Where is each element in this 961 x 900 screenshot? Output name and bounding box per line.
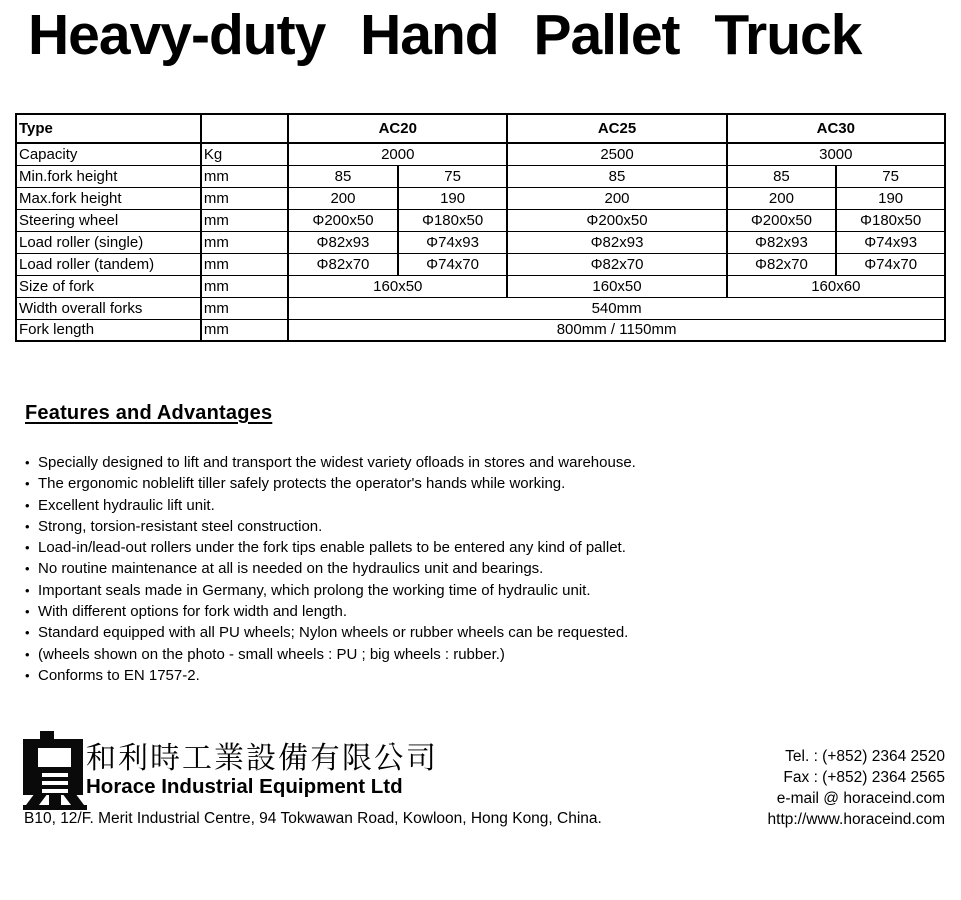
- list-item: [25, 452, 945, 473]
- cell-value: Φ82x93: [507, 231, 726, 253]
- bullet-icon: •: [25, 476, 30, 492]
- row-label: Capacity: [16, 143, 201, 165]
- row-label: Load roller (tandem): [16, 253, 201, 275]
- row-unit: mm: [201, 165, 288, 187]
- cell-value: Φ82x70: [727, 253, 837, 275]
- list-item: [25, 665, 945, 686]
- cell-value: Φ200x50: [507, 209, 726, 231]
- features-heading: Features and Advantages: [25, 402, 273, 424]
- row-unit: mm: [201, 187, 288, 209]
- cell-value: Φ180x50: [398, 209, 508, 231]
- row-label: Min.fork height: [16, 165, 201, 187]
- cell-value: 540mm: [288, 297, 945, 319]
- header-model-ac25: AC25: [507, 114, 726, 143]
- cell-value: 800mm / 1150mm: [288, 319, 945, 341]
- table-row-load-roller-tandem: [16, 253, 945, 275]
- bullet-icon: •: [25, 625, 30, 641]
- feature-text: (wheels shown on the photo - small wheels : PU ; big wheels : rubber.): [38, 645, 505, 663]
- bullet-icon: •: [25, 561, 30, 577]
- bullet-icon: •: [25, 518, 30, 534]
- cell-value: Φ74x70: [398, 253, 508, 275]
- row-label: Load roller (single): [16, 231, 201, 253]
- row-unit: mm: [201, 253, 288, 275]
- row-unit: mm: [201, 319, 288, 341]
- table-row-load-roller-single: [16, 231, 945, 253]
- table-row-steering-wheel: [16, 209, 945, 231]
- header-model-ac30: AC30: [727, 114, 945, 143]
- feature-text: Standard equipped with all PU wheels; Nylon wheels or rubber wheels can be requested.: [38, 624, 629, 642]
- feature-text: Important seals made in Germany, which prolong the working time of hydraulic unit.: [38, 581, 591, 599]
- cell-value: 85: [727, 165, 837, 187]
- row-unit: mm: [201, 297, 288, 319]
- bullet-icon: •: [25, 646, 30, 662]
- header-type: Type: [16, 114, 201, 143]
- contact-block: [768, 746, 945, 830]
- cell-value: 2500: [507, 143, 726, 165]
- cell-value: Φ200x50: [727, 209, 837, 231]
- contact-email: e-mail @ horaceind.com: [776, 790, 945, 807]
- cell-value: 160x50: [288, 275, 507, 297]
- company-name-english: Horace Industrial Equipment Ltd: [86, 775, 403, 798]
- row-unit: mm: [201, 275, 288, 297]
- cell-value: 85: [507, 165, 726, 187]
- bullet-icon: •: [25, 497, 30, 513]
- feature-text: No routine maintenance at all is needed on the hydraulics unit and bearings.: [38, 560, 544, 578]
- cell-value: Φ82x70: [288, 253, 398, 275]
- cell-value: 160x60: [727, 275, 945, 297]
- row-unit: Kg: [201, 143, 288, 165]
- cell-value: 75: [836, 165, 945, 187]
- header-unit-blank: [201, 114, 288, 143]
- row-label: Max.fork height: [16, 187, 201, 209]
- cell-value: 200: [507, 187, 726, 209]
- list-item: [25, 644, 945, 665]
- cell-value: Φ200x50: [288, 209, 398, 231]
- cell-value: 75: [398, 165, 508, 187]
- contact-tel: Tel. : (+852) 2364 2520: [785, 748, 945, 765]
- cell-value: 3000: [727, 143, 945, 165]
- row-unit: mm: [201, 231, 288, 253]
- cell-value: Φ82x93: [727, 231, 837, 253]
- feature-text: Excellent hydraulic lift unit.: [38, 496, 215, 514]
- feature-text: Strong, torsion-resistant steel construction.: [38, 517, 323, 535]
- cell-value: 190: [836, 187, 945, 209]
- cell-value: 2000: [288, 143, 507, 165]
- list-item: [25, 580, 945, 601]
- header-model-ac20: AC20: [288, 114, 507, 143]
- table-row-capacity: [16, 143, 945, 165]
- row-label: Size of fork: [16, 275, 201, 297]
- cell-value: Φ82x93: [288, 231, 398, 253]
- list-item: [25, 473, 945, 494]
- cell-value: 85: [288, 165, 398, 187]
- bullet-icon: •: [25, 604, 30, 620]
- cell-value: 160x50: [507, 275, 726, 297]
- bullet-icon: •: [25, 455, 30, 470]
- company-address: B10, 12/F. Merit Industrial Centre, 94 Tokwawan Road, Kowloon, Hong Kong, China.: [24, 810, 602, 827]
- page-title: Heavy-duty Hand Pallet Truck: [28, 3, 862, 67]
- bullet-icon: •: [25, 667, 30, 683]
- list-item: [25, 537, 945, 558]
- table-row-width-overall-forks: [16, 297, 945, 319]
- feature-text: With different options for fork width and length.: [38, 603, 348, 621]
- company-name-chinese: 和利時工業設備有限公司: [86, 742, 438, 775]
- list-item: [25, 495, 945, 516]
- table-row-min-fork-height: [16, 165, 945, 187]
- bullet-icon: •: [25, 540, 30, 556]
- cell-value: Φ74x70: [836, 253, 945, 275]
- list-item: [25, 516, 945, 537]
- cell-value: Φ74x93: [398, 231, 508, 253]
- feature-text: Conforms to EN 1757-2.: [38, 666, 200, 684]
- list-item: [25, 601, 945, 622]
- cell-value: 200: [288, 187, 398, 209]
- row-unit: mm: [201, 209, 288, 231]
- spec-table: [15, 113, 946, 342]
- list-item: [25, 622, 945, 643]
- list-item: [25, 558, 945, 579]
- contact-fax: Fax : (+852) 2364 2565: [783, 769, 945, 786]
- cell-value: 200: [727, 187, 837, 209]
- cell-value: Φ74x93: [836, 231, 945, 253]
- features-list: [25, 452, 945, 686]
- row-label: Width overall forks: [16, 297, 201, 319]
- table-row-max-fork-height: [16, 187, 945, 209]
- row-label: Steering wheel: [16, 209, 201, 231]
- row-label: Fork length: [16, 319, 201, 341]
- feature-text: Load-in/lead-out rollers under the fork tips enable pallets to be entered any kind of pallet.: [38, 539, 626, 557]
- bullet-icon: •: [25, 582, 30, 598]
- feature-text: Specially designed to lift and transport the widest variety ofloads in stores and warehouse.: [38, 454, 636, 471]
- cell-value: 190: [398, 187, 508, 209]
- cell-value: Φ180x50: [836, 209, 945, 231]
- table-row-fork-length: [16, 319, 945, 341]
- table-header-row: [16, 114, 945, 143]
- table-row-size-of-fork: [16, 275, 945, 297]
- feature-text: The ergonomic noblelift tiller safely protects the operator's hands while working.: [38, 475, 566, 493]
- contact-website: http://www.horaceind.com: [767, 811, 945, 828]
- cell-value: Φ82x70: [507, 253, 726, 275]
- pallet-truck-logo-icon: [23, 731, 87, 811]
